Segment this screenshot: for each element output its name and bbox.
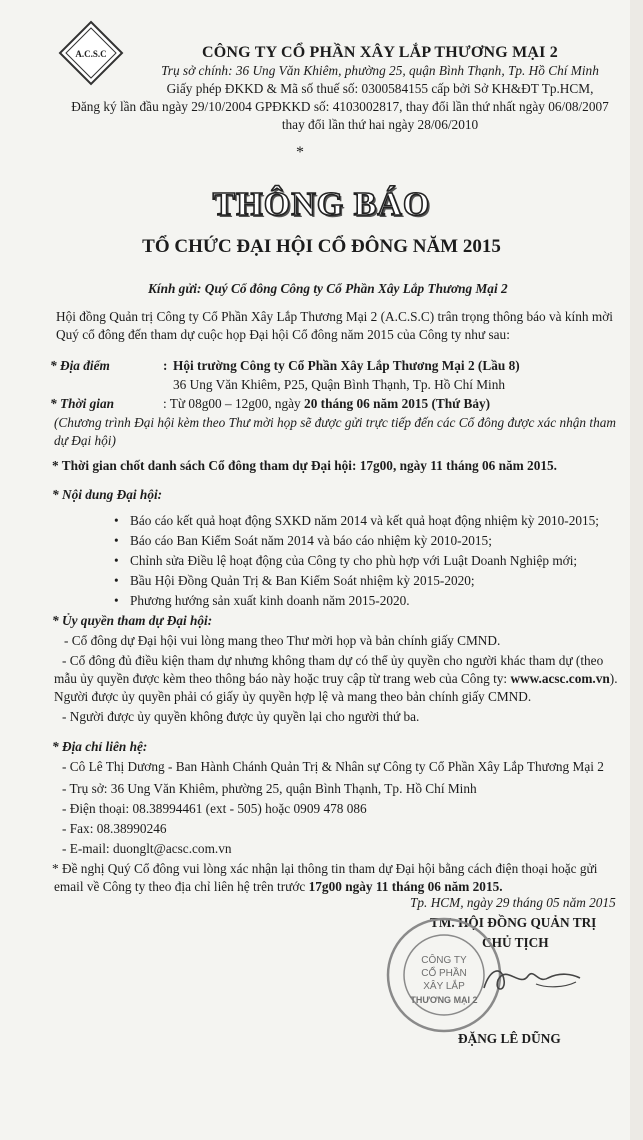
venue-label: * Địa điểm [50, 358, 110, 373]
contact-address: - Trụ sở: 36 Ung Văn Khiêm, phường 25, quận Bình Thạnh, Tp. Hồ Chí Minh [62, 781, 477, 796]
chairman-signature [476, 958, 586, 998]
header-registration: Đăng ký lần đầu ngày 29/10/2004 GPĐKKD số: 4103002817, thay đổi lần thứ nhất ngày 06/08/2007 [71, 99, 609, 114]
venue-address: 36 Ung Văn Khiêm, P25, Quận Bình Thạnh, Tp. Hồ Chí Minh [173, 377, 506, 392]
request-line-1: * Đề nghị Quý Cổ đông vui lòng xác nhận lại thông tin tham dự Đại hội bằng cách điện thoại hoặc gửi [52, 861, 598, 876]
intro-line-2: Quý cổ đông đến tham dự cuộc họp Đại hội Cổ đông năm 2015 của Công ty như sau: [56, 327, 510, 342]
venue-value: Hội trường Công ty Cổ Phần Xây Lắp Thương Mại 2 (Lầu 8) [173, 358, 520, 373]
seal-line-4: THƯƠNG MẠI 2 [410, 995, 478, 1005]
proxy-line-4: Người được ủy quyền phải có giấy ủy quyền hợp lệ và mang theo bản chính giấy CMND. [54, 689, 532, 704]
bullet-icon: • [114, 553, 119, 568]
venue-sep: : [163, 358, 168, 373]
signature-org: TM. HỘI ĐỒNG QUẢN TRỊ [430, 915, 597, 930]
signature-role: CHỦ TỊCH [482, 935, 549, 950]
agenda-item: • Báo cáo kết quả hoạt động SXKD năm 2014 và kết quả hoạt động nhiệm kỳ 2010-2015; [114, 513, 600, 528]
header-license: Giấy phép ĐKKD & Mã số thuế số: 0300584155 cấp bởi Sở KH&ĐT Tp.HCM, [166, 81, 594, 96]
proxy-line-5: - Người được ủy quyền không được ủy quyền lại cho người thứ ba. [62, 709, 420, 724]
bullet-icon: • [114, 513, 119, 528]
header-registration-change: thay đổi lần thứ hai ngày 28/06/2010 [281, 117, 479, 132]
program-note-line-1: (Chương trình Đại hội kèm theo Thư mời họp sẽ được gửi trực tiếp đến các Cổ đông được xác nhận tham [54, 415, 616, 430]
contact-label: * Địa chỉ liên hệ: [52, 739, 148, 754]
signature-date: Tp. HCM, ngày 29 tháng 05 năm 2015 [410, 895, 616, 910]
time-label: * Thời gian [50, 396, 115, 411]
agenda-item: • Phương hướng sản xuất kinh doanh năm 2015-2020. [114, 593, 410, 608]
proxy-label: * Ủy quyền tham dự Đại hội: [52, 613, 213, 628]
agenda-item: • Bầu Hội Đồng Quản Trị & Ban Kiểm Soát nhiệm kỳ 2015-2020; [114, 573, 475, 588]
bullet-icon: • [114, 573, 119, 588]
header-address: Trụ sở chính: 36 Ung Văn Khiêm, phường 25, quận Bình Thạnh, Tp. Hồ Chí Minh [161, 63, 599, 78]
time-value [163, 395, 490, 413]
logo-text: A.C.S.C [75, 49, 107, 59]
time-prefix: : Từ 08g00 – 12g00, ngày [163, 396, 305, 411]
proxy-line-2: - Cổ đông đủ điều kiện tham dự nhưng không tham dự có thể ủy quyền cho người khác tham dự (theo [62, 653, 604, 668]
proxy-line-1: - Cổ đông dự Đại hội vui lòng mang theo Thư mời họp và bản chính giấy CMND. [64, 633, 501, 648]
request-line-2: email về Công ty theo địa chỉ liên hệ trên trước 17g00 ngày 11 tháng 06 năm 2015. [54, 879, 503, 894]
scan-edge [630, 0, 643, 1140]
record-date: * Thời gian chốt danh sách Cổ đông tham dự Đại hội: 17g00, ngày 11 tháng 06 năm 2015. [52, 458, 557, 473]
bullet-icon: • [114, 593, 119, 608]
company-website-link[interactable]: www.acsc.com.vn [510, 671, 610, 686]
agenda-label: * Nội dung Đại hội: [52, 487, 163, 502]
intro-line-1: Hội đồng Quản trị Công ty Cổ Phần Xây Lắp Thương Mại 2 (A.C.S.C) trân trọng thông báo và kính mời [56, 309, 613, 324]
company-name: CÔNG TY CỔ PHẦN XÂY LẮP THƯƠNG MẠI 2 [202, 44, 558, 61]
contact-person: - Cô Lê Thị Dương - Ban Hành Chánh Quản Trị & Nhân sự Công ty Cổ Phần Xây Lắp Thương Mại 2 [62, 759, 604, 774]
contact-email[interactable]: - E-mail: duonglt@acsc.com.vn [62, 841, 232, 856]
request-deadline: 17g00 ngày 11 tháng 06 năm 2015. [308, 879, 503, 894]
header-star: * [296, 144, 304, 161]
seal-line-1: CÔNG TY [421, 955, 467, 966]
time-date: 20 tháng 06 năm 2015 (Thứ Bảy) [304, 396, 491, 411]
bullet-icon: • [114, 533, 119, 548]
signatory-name: ĐẶNG LÊ DŨNG [458, 1031, 561, 1046]
contact-phone: - Điện thoại: 08.38994461 (ext - 505) hoặc 0909 478 086 [62, 801, 367, 816]
notice-subtitle: TỔ CHỨC ĐẠI HỘI CỔ ĐÔNG NĂM 2015 [142, 236, 501, 257]
company-logo [58, 20, 124, 86]
notice-title: THÔNG BÁO [212, 186, 431, 223]
program-note-line-2: dự Đại hội) [54, 433, 116, 448]
agenda-item: • Báo cáo Ban Kiểm Soát năm 2014 và báo cáo nhiệm kỳ 2010-2015; [114, 533, 492, 548]
proxy-line-3: mẫu ủy quyền được kèm theo thông báo này hoặc truy cập từ trang web của Công ty: www.acsc.com.vn). [54, 671, 618, 686]
agenda-item: • Chỉnh sửa Điều lệ hoạt động của Công ty cho phù hợp với Luật Doanh Nghiệp mới; [114, 553, 578, 568]
contact-fax: - Fax: 08.38990246 [62, 821, 167, 836]
seal-line-2: CỔ PHẦN [421, 968, 467, 979]
greeting: Kính gửi: Quý Cổ đông Công ty Cổ Phần Xây Lắp Thương Mại 2 [148, 281, 508, 296]
seal-line-3: XÂY LẮP [423, 981, 465, 992]
